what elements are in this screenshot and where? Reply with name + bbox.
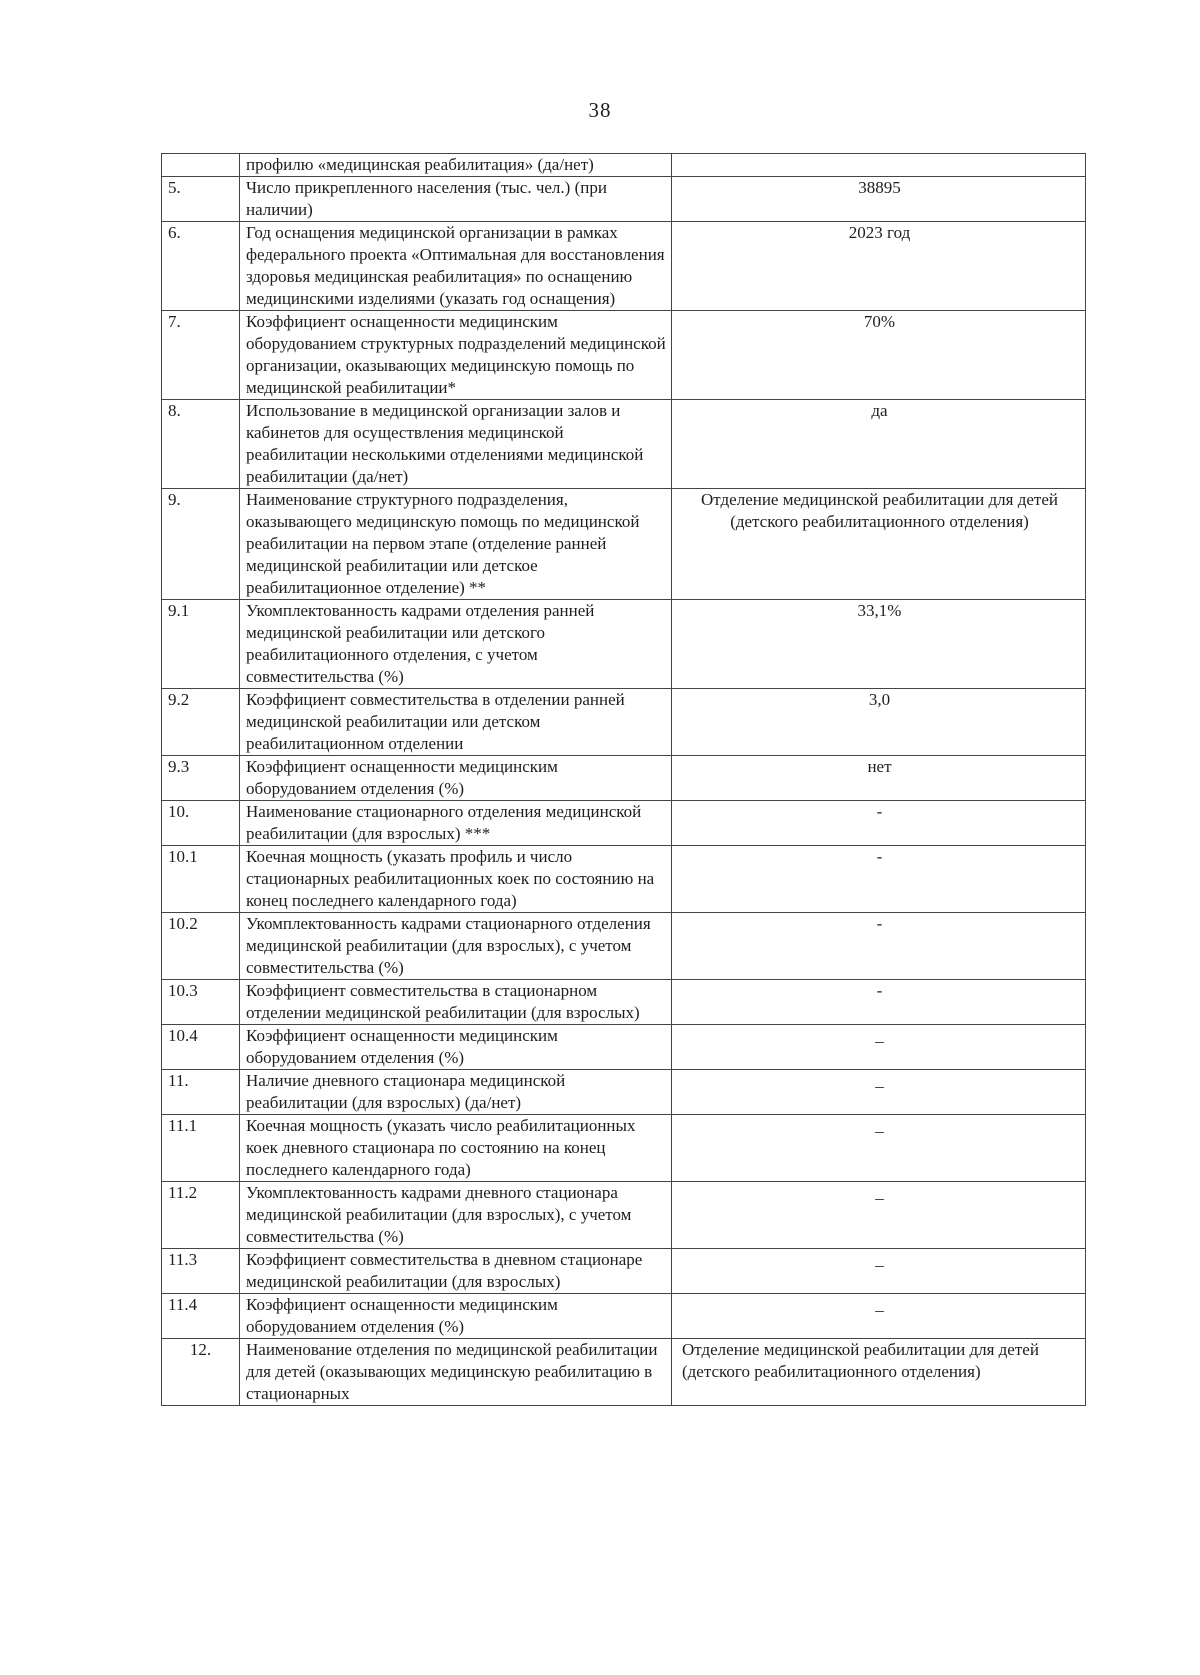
row-value: - (672, 913, 1086, 980)
row-description: Коэффициент оснащенности медицинским оборудованием отделения (%) (240, 1294, 672, 1339)
row-value: _ (672, 1294, 1086, 1339)
row-value: 38895 (672, 177, 1086, 222)
row-value: 3,0 (672, 689, 1086, 756)
row-description: Число прикрепленного населения (тыс. чел.) (при наличии) (240, 177, 672, 222)
row-value: _ (672, 1115, 1086, 1182)
row-number: 9. (162, 489, 240, 600)
table-row (162, 846, 1086, 913)
table-row (162, 1339, 1086, 1406)
table-row (162, 801, 1086, 846)
table-row (162, 154, 1086, 177)
row-number (162, 154, 240, 177)
row-number: 10. (162, 801, 240, 846)
row-number: 11.3 (162, 1249, 240, 1294)
table-row (162, 689, 1086, 756)
row-value: - (672, 801, 1086, 846)
row-number: 6. (162, 222, 240, 311)
table-row (162, 756, 1086, 801)
row-number: 5. (162, 177, 240, 222)
row-description: Коечная мощность (указать профиль и число стационарных реабилитационных коек по состоянию на конец последнего календарного года) (240, 846, 672, 913)
table-row (162, 1182, 1086, 1249)
row-description: Коэффициент совместительства в дневном стационаре медицинской реабилитации (для взрослых) (240, 1249, 672, 1294)
row-number: 12. (162, 1339, 240, 1406)
table-row (162, 1115, 1086, 1182)
row-number: 7. (162, 311, 240, 400)
row-description: Коэффициент совместительства в стационарном отделении медицинской реабилитации (для взрослых) (240, 980, 672, 1025)
row-number: 10.4 (162, 1025, 240, 1070)
row-number: 9.2 (162, 689, 240, 756)
row-value: Отделение медицинской реабилитации для детей (детского реабилитационного отделения) (672, 489, 1086, 600)
table-row (162, 1294, 1086, 1339)
row-value: _ (672, 1025, 1086, 1070)
row-number: 11.1 (162, 1115, 240, 1182)
table-row (162, 1249, 1086, 1294)
row-description: Год оснащения медицинской организации в рамках федерального проекта «Оптимальная для восстановления здоровья медицинская реабилитация» по оснащению медицинскими изделиями (указать год оснащения) (240, 222, 672, 311)
row-description: Коэффициент оснащенности медицинским оборудованием структурных подразделений медицинской организации, оказывающих медицинскую помощь по медицинской реабилитации* (240, 311, 672, 400)
table-row (162, 1025, 1086, 1070)
row-value: - (672, 980, 1086, 1025)
table-row (162, 1070, 1086, 1115)
data-table (161, 153, 1086, 1406)
table-row (162, 222, 1086, 311)
row-value: нет (672, 756, 1086, 801)
row-description: профилю «медицинская реабилитация» (да/нет) (240, 154, 672, 177)
table-row (162, 913, 1086, 980)
row-description: Укомплектованность кадрами стационарного отделения медицинской реабилитации (для взрослых), с учетом совместительства (%) (240, 913, 672, 980)
row-number: 11.2 (162, 1182, 240, 1249)
row-description: Наименование отделения по медицинской реабилитации для детей (оказывающих медицинскую реабилитацию в стационарных (240, 1339, 672, 1406)
table-row (162, 400, 1086, 489)
row-number: 8. (162, 400, 240, 489)
row-description: Коэффициент оснащенности медицинским оборудованием отделения (%) (240, 1025, 672, 1070)
row-description: Коэффициент совместительства в отделении ранней медицинской реабилитации или детском реабилитационном отделении (240, 689, 672, 756)
row-number: 9.1 (162, 600, 240, 689)
row-description: Наименование стационарного отделения медицинской реабилитации (для взрослых) *** (240, 801, 672, 846)
row-value: 2023 год (672, 222, 1086, 311)
row-description: Коэффициент оснащенности медицинским оборудованием отделения (%) (240, 756, 672, 801)
row-number: 9.3 (162, 756, 240, 801)
row-number: 10.3 (162, 980, 240, 1025)
row-value: _ (672, 1182, 1086, 1249)
row-number: 11.4 (162, 1294, 240, 1339)
row-value: - (672, 846, 1086, 913)
table-row (162, 980, 1086, 1025)
row-description: Укомплектованность кадрами отделения ранней медицинской реабилитации или детского реабилитационного отделения, с учетом совместительства (%) (240, 600, 672, 689)
row-value: _ (672, 1249, 1086, 1294)
row-value: _ (672, 1070, 1086, 1115)
page-number: 38 (588, 98, 612, 122)
table-row (162, 600, 1086, 689)
row-description: Использование в медицинской организации залов и кабинетов для осуществления медицинской реабилитации несколькими отделениями медицинской реабилитации (да/нет) (240, 400, 672, 489)
row-number: 10.1 (162, 846, 240, 913)
row-value: 70% (672, 311, 1086, 400)
row-number: 10.2 (162, 913, 240, 980)
row-value: да (672, 400, 1086, 489)
table-row (162, 177, 1086, 222)
row-description: Укомплектованность кадрами дневного стационара медицинской реабилитации (для взрослых), с учетом совместительства (%) (240, 1182, 672, 1249)
row-number: 11. (162, 1070, 240, 1115)
row-description: Наименование структурного подразделения, оказывающего медицинскую помощь по медицинской реабилитации на первом этапе (отделение ранней медицинской реабилитации или детское реабилитационное отделение) ** (240, 489, 672, 600)
row-value: 33,1% (672, 600, 1086, 689)
row-description: Коечная мощность (указать число реабилитационных коек дневного стационара по состоянию на конец последнего календарного года) (240, 1115, 672, 1182)
row-value: Отделение медицинской реабилитации для детей (детского реабилитационного отделения) (672, 1339, 1086, 1406)
table-row (162, 489, 1086, 600)
row-description: Наличие дневного стационара медицинской реабилитации (для взрослых) (да/нет) (240, 1070, 672, 1115)
table-row (162, 311, 1086, 400)
row-value (672, 154, 1086, 177)
